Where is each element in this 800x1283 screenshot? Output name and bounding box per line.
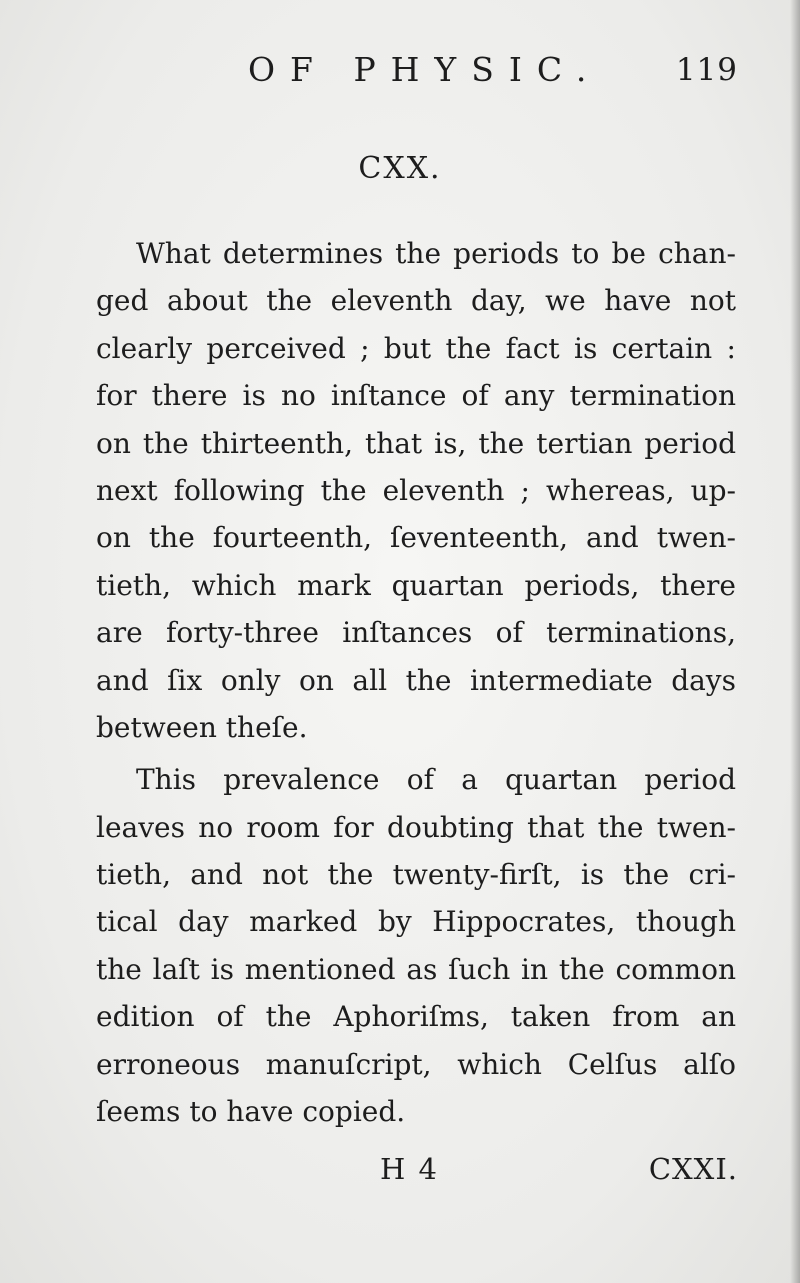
text-line: erroneous manuſcript, which Celſus alſo bbox=[96, 1047, 736, 1081]
text-line: tieth, which mark quartan periods, there bbox=[96, 568, 736, 602]
page-number: 119 bbox=[675, 52, 738, 88]
text-line: ged about the eleventh day, we have not bbox=[96, 284, 736, 318]
paragraph-2 bbox=[96, 756, 736, 1135]
catchword: CXXI. bbox=[648, 1152, 738, 1186]
text-line: edition of the Aphoriſms, taken from an bbox=[96, 1000, 736, 1034]
running-head bbox=[0, 46, 800, 94]
text-line: clearly perceived ; but the fact is certain : bbox=[96, 331, 736, 365]
text-line: on the thirteenth, that is, the tertian period bbox=[96, 426, 736, 460]
page-footer bbox=[0, 1144, 800, 1194]
text-line: ſeems to have copied. bbox=[96, 1095, 406, 1129]
text-line: leaves no room for doubting that the twen- bbox=[96, 810, 736, 844]
text-line: for there is no inſtance of any termination bbox=[96, 379, 736, 413]
text-line: next following the eleventh ; whereas, up- bbox=[96, 473, 736, 507]
signature-mark: H 4 bbox=[380, 1152, 439, 1186]
body-text bbox=[96, 230, 736, 1135]
text-line: and ſix only on all the intermediate days bbox=[96, 663, 736, 697]
text-line: the laſt is mentioned as ſuch in the common bbox=[96, 952, 736, 986]
text-line: What determines the periods to be chan- bbox=[136, 237, 736, 270]
paragraph-1 bbox=[96, 230, 736, 751]
section-heading: CXX. bbox=[358, 151, 442, 186]
text-line: This prevalence of a quartan period bbox=[136, 763, 736, 797]
text-line: tieth, and not the twenty-firſt, is the cri- bbox=[96, 858, 736, 892]
text-line: on the fourteenth, ſeventeenth, and twen- bbox=[96, 521, 736, 555]
text-line: are forty-three inſtances of terminations, bbox=[96, 616, 736, 650]
page-edge-shadow bbox=[790, 0, 800, 1283]
text-line: between theſe. bbox=[96, 710, 308, 744]
text-line: tical day marked by Hippocrates, though bbox=[96, 905, 736, 939]
running-title: OF PHYSIC. bbox=[248, 50, 602, 89]
